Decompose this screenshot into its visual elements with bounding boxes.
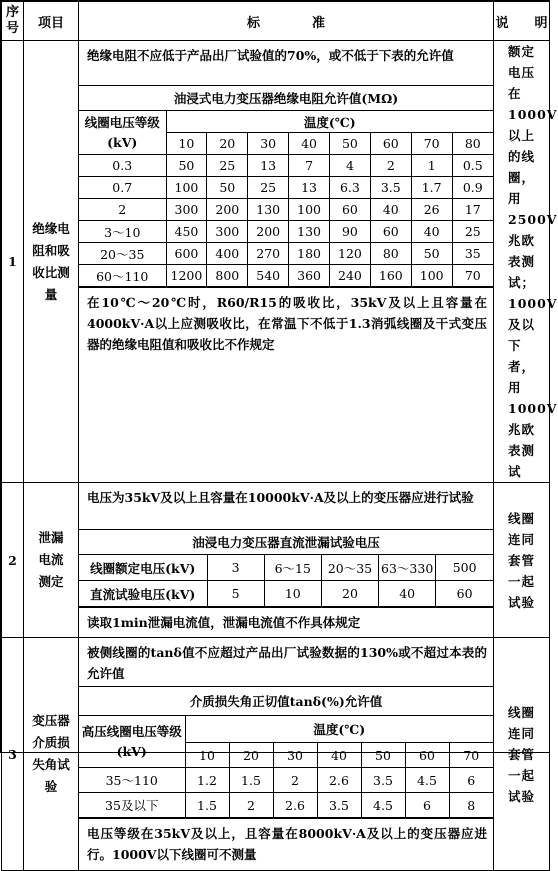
tan-delta-value-cell: 8 [449,793,493,818]
test-voltage-cell: 5 [207,581,264,607]
resistance-value-cell: 100 [289,199,330,221]
temperature-label: 温度(℃) [185,716,493,743]
tan-delta-value-cell: 4.5 [361,793,405,818]
temperature-header: 10 [166,133,207,155]
resistance-value-cell: 1200 [166,265,207,287]
rated-voltage-cell: 3 [207,555,264,581]
temperature-label: 温度(℃) [166,111,493,133]
temperature-header: 20 [207,133,248,155]
table-row [79,243,493,265]
tan-delta-value-cell: 1.2 [185,768,229,793]
row-leakage [2,483,550,638]
standard-intro: 被侧线圈的tanδ值不应超过产品出厂试验数据的130%或不超过本表的允许值 [87,645,487,681]
header-row [2,2,550,41]
row-standard [79,638,494,871]
temperature-header: 30 [248,133,289,155]
resistance-value-cell: 60 [330,199,371,221]
table-title: 介质损失角正切值tanδ(%)允许值 [79,687,493,716]
standard-footer: 读取1min泄漏电流值，泄漏电流值不作具体规定 [79,607,493,637]
temperature-header: 50 [361,743,405,768]
voltage-level-cell: 2 [79,199,166,221]
tan-delta-value-cell: 6 [405,793,449,818]
table-row [79,199,493,221]
temperature-header: 40 [317,743,361,768]
tan-delta-value-cell: 2.6 [273,793,317,818]
resistance-value-cell: 35 [452,243,493,265]
table-row [79,265,493,287]
resistance-value-cell: 200 [248,221,289,243]
row-item: 绝缘电阻和吸收比测量 [24,41,79,483]
table-title: 油浸电力变压器直流泄漏试验电压 [79,530,493,555]
temperature-header: 60 [370,133,411,155]
header-item: 项目 [24,2,79,41]
resistance-value-cell: 100 [166,177,207,199]
resistance-value-cell: 60 [370,221,411,243]
resistance-value-cell: 50 [411,243,452,265]
tan-delta-value-cell: 3.5 [317,793,361,818]
row-standard [79,483,494,638]
resistance-value-cell: 180 [289,243,330,265]
resistance-value-cell: 300 [207,221,248,243]
temperature-header: 30 [273,743,317,768]
test-standard-table [1,1,558,871]
header-note: 说 明 [494,2,550,41]
resistance-value-cell: 1.7 [411,177,452,199]
rated-voltage-cell: 6～15 [264,555,321,581]
temperature-header: 70 [449,743,493,768]
resistance-value-cell: 40 [370,199,411,221]
resistance-value-cell: 450 [166,221,207,243]
resistance-value-cell: 80 [370,243,411,265]
tan-delta-value-cell: 2 [273,768,317,793]
tan-delta-value-cell: 1.5 [185,793,229,818]
temperature-header: 80 [452,133,493,155]
resistance-value-cell: 200 [207,199,248,221]
dielectric-loss-table [79,686,493,818]
temperature-header: 40 [289,133,330,155]
row-number: 3 [2,638,24,871]
resistance-value-cell: 40 [411,221,452,243]
voltage-level-cell: 35及以下 [79,793,185,818]
resistance-value-cell: 300 [166,199,207,221]
test-voltage-cell: 10 [264,581,321,607]
resistance-value-cell: 90 [330,221,371,243]
resistance-value-cell: 160 [370,265,411,287]
row-item: 泄漏电流测定 [24,483,79,638]
resistance-value-cell: 0.9 [452,177,493,199]
resistance-value-cell: 360 [289,265,330,287]
resistance-value-cell: 540 [248,265,289,287]
voltage-level-cell: 0.3 [79,155,166,177]
resistance-value-cell: 50 [207,177,248,199]
standard-intro: 电压为35kV及以上且容量在10000kV·A及以上的变压器应进行试验 [87,490,474,505]
voltage-level-label: 线圈电压等级(kV) [79,111,166,155]
standard-footer: 在10℃～20℃时，R60/R15的吸收比，35kV及以上且容量在4000kV·A以上应测吸收比，在常温下不低于1.3消弧线圈及干式变压器的绝缘电阻值和吸收比不作规定 [79,287,493,359]
row-number: 1 [2,41,24,483]
resistance-value-cell: 4 [330,155,371,177]
resistance-value-cell: 26 [411,199,452,221]
resistance-value-cell: 7 [289,155,330,177]
header-standard: 标 准 [79,2,494,41]
row-note: 额定电压在1000V以上的线圈，用2500V兆欧表测试；1000V及以下者，用1000V兆欧表测试 [494,41,550,483]
resistance-value-cell: 50 [166,155,207,177]
temperature-header: 70 [411,133,452,155]
rated-voltage-cell: 20～35 [321,555,378,581]
resistance-value-cell: 25 [248,177,289,199]
row-number: 2 [2,483,24,638]
test-voltage-cell: 60 [436,581,493,607]
table-row [79,768,493,793]
table-row [79,221,493,243]
resistance-value-cell: 120 [330,243,371,265]
insulation-resistance-table [79,85,493,287]
resistance-value-cell: 100 [411,265,452,287]
row-dielectric [2,638,550,871]
voltage-level-cell: 35～110 [79,768,185,793]
tan-delta-value-cell: 1.5 [229,768,273,793]
resistance-value-cell: 25 [452,221,493,243]
resistance-value-cell: 600 [166,243,207,265]
standard-intro: 绝缘电阻不应低于产品出厂试验值的70%，或不低于下表的允许值 [87,48,454,63]
row-item: 变压器介质损失角试验 [24,638,79,871]
rated-voltage-cell: 63～330 [379,555,436,581]
voltage-level-cell: 60～110 [79,265,166,287]
table-title: 油浸式电力变压器绝缘电阻允许值(MΩ) [79,86,493,111]
voltage-level-cell: 20～35 [79,243,166,265]
tan-delta-value-cell: 2.6 [317,768,361,793]
voltage-level-cell: 0.7 [79,177,166,199]
resistance-value-cell: 70 [452,265,493,287]
resistance-value-cell: 13 [248,155,289,177]
tan-delta-value-cell: 2 [229,793,273,818]
row-insulation [2,41,550,483]
test-voltage-cell: 40 [379,581,436,607]
resistance-value-cell: 400 [207,243,248,265]
voltage-level-label: 高压线圈电压等级(kV) [79,716,185,768]
tan-delta-value-cell: 3.5 [361,768,405,793]
resistance-value-cell: 270 [248,243,289,265]
resistance-value-cell: 2 [370,155,411,177]
temperature-header: 60 [405,743,449,768]
table-row [79,177,493,199]
row-standard [79,41,494,483]
resistance-value-cell: 800 [207,265,248,287]
resistance-value-cell: 240 [330,265,371,287]
resistance-value-cell: 17 [452,199,493,221]
test-voltage-cell: 20 [321,581,378,607]
row-note: 线圈连同套管一起试验 [494,483,550,638]
temperature-header: 50 [330,133,371,155]
resistance-value-cell: 1 [411,155,452,177]
test-voltage-label: 直流试验电压(kV) [79,581,207,607]
header-no: 序号 [2,2,24,41]
resistance-value-cell: 130 [289,221,330,243]
resistance-value-cell: 6.3 [330,177,371,199]
table-row [79,155,493,177]
resistance-value-cell: 3.5 [370,177,411,199]
temperature-header: 10 [185,743,229,768]
rated-voltage-cell: 500 [436,555,493,581]
temperature-header: 20 [229,743,273,768]
rated-voltage-label: 线圈额定电压(kV) [79,555,207,581]
leakage-voltage-table [79,529,493,607]
row-note: 线圈连同套管一起试验 [494,638,550,871]
resistance-value-cell: 130 [248,199,289,221]
standard-footer: 电压等级在35kV及以上，且容量在8000kV·A及以上的变压器应进行。1000V以下线圈可不测量 [79,818,493,869]
voltage-level-cell: 3～10 [79,221,166,243]
resistance-value-cell: 25 [207,155,248,177]
table-row [79,793,493,818]
tan-delta-value-cell: 6 [449,768,493,793]
tan-delta-value-cell: 4.5 [405,768,449,793]
resistance-value-cell: 13 [289,177,330,199]
resistance-value-cell: 0.5 [452,155,493,177]
